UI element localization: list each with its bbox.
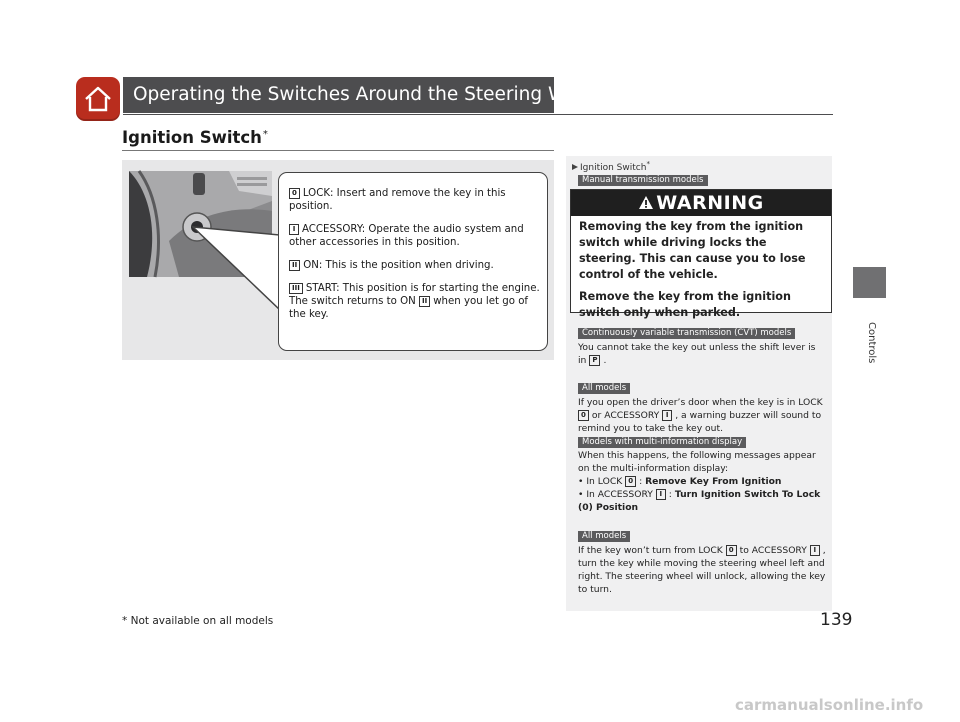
footnote: * Not available on all models (122, 615, 274, 627)
section-divider (122, 150, 554, 151)
position-on: II ON: This is the position when driving. (289, 259, 541, 272)
tag-manual-transmission: Manual transmission models (578, 175, 708, 186)
home-icon (83, 85, 113, 113)
tag-cvt: Continuously variable transmission (CVT) models (578, 328, 795, 339)
position-lock: 0 LOCK: Insert and remove the key in this position. (289, 188, 506, 212)
tag-multi-info: Models with multi-information display (578, 437, 746, 448)
home-button[interactable] (76, 77, 120, 121)
key-positions-callout (278, 172, 548, 351)
buzzer-note: If you open the driver’s door when the key is in LOCK 0 or ACCESSORY I , a warning buzzer will sound to remind you to take the key out. (578, 397, 823, 434)
chapter-tab-label: Controls (866, 322, 877, 364)
title-divider (123, 114, 833, 115)
page-title: Operating the Switches Around the Steering Wheel (123, 77, 554, 113)
tag-all-models-1: All models (578, 383, 630, 394)
warning-icon (638, 195, 654, 210)
warning-text-1: Removing the key from the ignition switch while driving locks the steering. This can cause you to lose control of the vehicle. (579, 220, 806, 281)
callout-pointer (190, 215, 285, 315)
watermark: carmanualsonline.info (735, 696, 924, 714)
steering-unlock-note: If the key won’t turn from LOCK 0 to ACCESSORY I , turn the key while moving the steering wheel left and right. The steering wheel will unlock, allowing the key to turn. (578, 545, 826, 595)
position-accessory: I ACCESSORY: Operate the audio system and other accessories in this position. (289, 224, 524, 248)
sidebar-heading: Ignition Switch* (572, 160, 650, 173)
bullet-accessory: • In ACCESSORY I : Turn Ignition Switch To Lock (0) Position (578, 489, 821, 513)
page-number: 139 (820, 610, 853, 630)
section-title: Ignition Switch* (122, 128, 268, 147)
cvt-note: You cannot take the key out unless the shift lever is in P . (578, 342, 816, 366)
warning-header: WARNING (571, 190, 831, 216)
position-start: III START: This position is for starting the engine. The switch returns to ON II when you let go of the key. (289, 283, 540, 320)
multi-info-note: When this happens, the following messages appear on the multi-information display: • In LOCK 0 : Remove Key From Ignition • In ACCESSORY I : Turn Ignition Switch To Lock (0) Position (578, 449, 826, 514)
chapter-tab[interactable] (853, 267, 886, 298)
warning-text-2: Remove the key from the ignition switch only when parked. (579, 290, 791, 319)
tag-all-models-2: All models (578, 531, 630, 542)
warning-box (570, 189, 832, 319)
bullet-lock: • In LOCK 0 : Remove Key From Ignition (578, 476, 782, 487)
